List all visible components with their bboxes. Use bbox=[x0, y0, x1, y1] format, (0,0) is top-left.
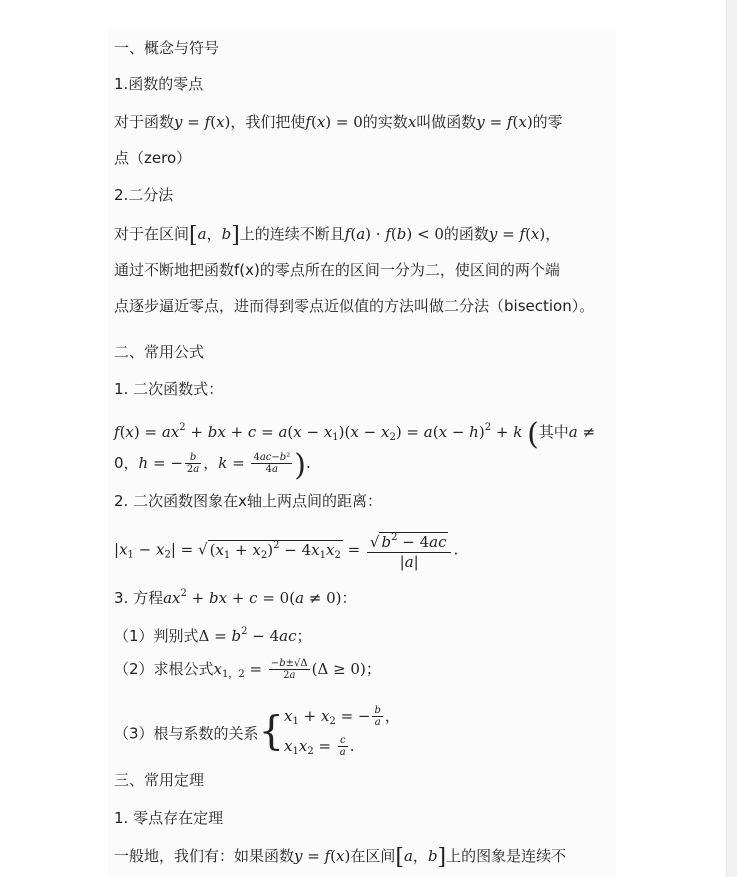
subheading-function-zero: 1.函数的零点 bbox=[114, 75, 204, 93]
paragraph-bisection-line1: 对于在区间[a，b]上的连续不断且f(a) · f(b) < 0的函数y = f(x)， bbox=[114, 223, 561, 248]
section-heading-formulas: 二、常用公式 bbox=[114, 343, 205, 361]
item-quadratic-formula: （2）求根公式$x_{1,2}$ = $\frac{-b\pm√\Delta}{2a}$ (Δ ≥ 0)； bbox=[114, 658, 381, 681]
formula-root-distance: $|x_1 - x_2|$ = √ $(x_1 + x_2)^2 - 4x_1x_2$ = $\frac{√ b^2 - 4ac}{|a|}$ . bbox=[114, 528, 458, 572]
section-heading-concepts: 一、概念与符号 bbox=[114, 39, 220, 57]
subheading-quadratic-form: 1. 二次函数式： bbox=[114, 380, 224, 398]
document-page bbox=[108, 28, 616, 877]
paragraph-zero-definition-line2: 点（zero） bbox=[114, 149, 192, 167]
paragraph-bisection-line3: 点逐步逼近零点，进而得到零点近似值的方法叫做二分法（bisection）。 bbox=[114, 297, 595, 315]
paragraph-zero-definition-line1: 对于函数y = f(x)，我们把使f(x) = 0的实数x叫做函数y = f(x)的零 bbox=[114, 113, 563, 131]
section-heading-theorems: 三、常用定理 bbox=[114, 771, 205, 789]
item-discriminant: （1）判别式$\Delta = b^2 - 4ac$； bbox=[114, 626, 312, 645]
formula-quadratic-line2: 0，h = − $\frac{b}{2a}$ ，k = $\frac{\text{4ac−b²}}{4a}$ ). bbox=[114, 448, 311, 483]
vertical-scrollbar[interactable] bbox=[726, 0, 737, 877]
subheading-bisection: 2.二分法 bbox=[114, 186, 174, 204]
item-vieta: （3）根与系数的关系{ $x_1 + x_2$ = − $\frac{b}{a}$ ， $x_1x_2$ = $\frac{c}{a}$ . bbox=[114, 705, 400, 758]
subheading-root-distance: 2. 二次函数图象在x轴上两点间的距离： bbox=[114, 492, 382, 510]
paragraph-theorem-line1: 一般地，我们有：如果函数y = f(x)在区间[a，b]上的图象是连续不 bbox=[114, 845, 567, 870]
paragraph-bisection-line2: 通过不断地把函数f(x)的零点所在的区间一分为二，使区间的两个端 bbox=[114, 261, 560, 279]
subheading-zero-existence: 1. 零点存在定理 bbox=[114, 809, 224, 827]
formula-quadratic-line1: $f(x) = ax^2$ + bx + $c = a(x - x_1)(x - x_2) = a(x - h)^2 + k$ (其中a ≠ bbox=[114, 417, 596, 452]
subheading-equation: 3. 方程$ax^2$ + bx + c = 0(a ≠ 0)： bbox=[114, 588, 357, 607]
